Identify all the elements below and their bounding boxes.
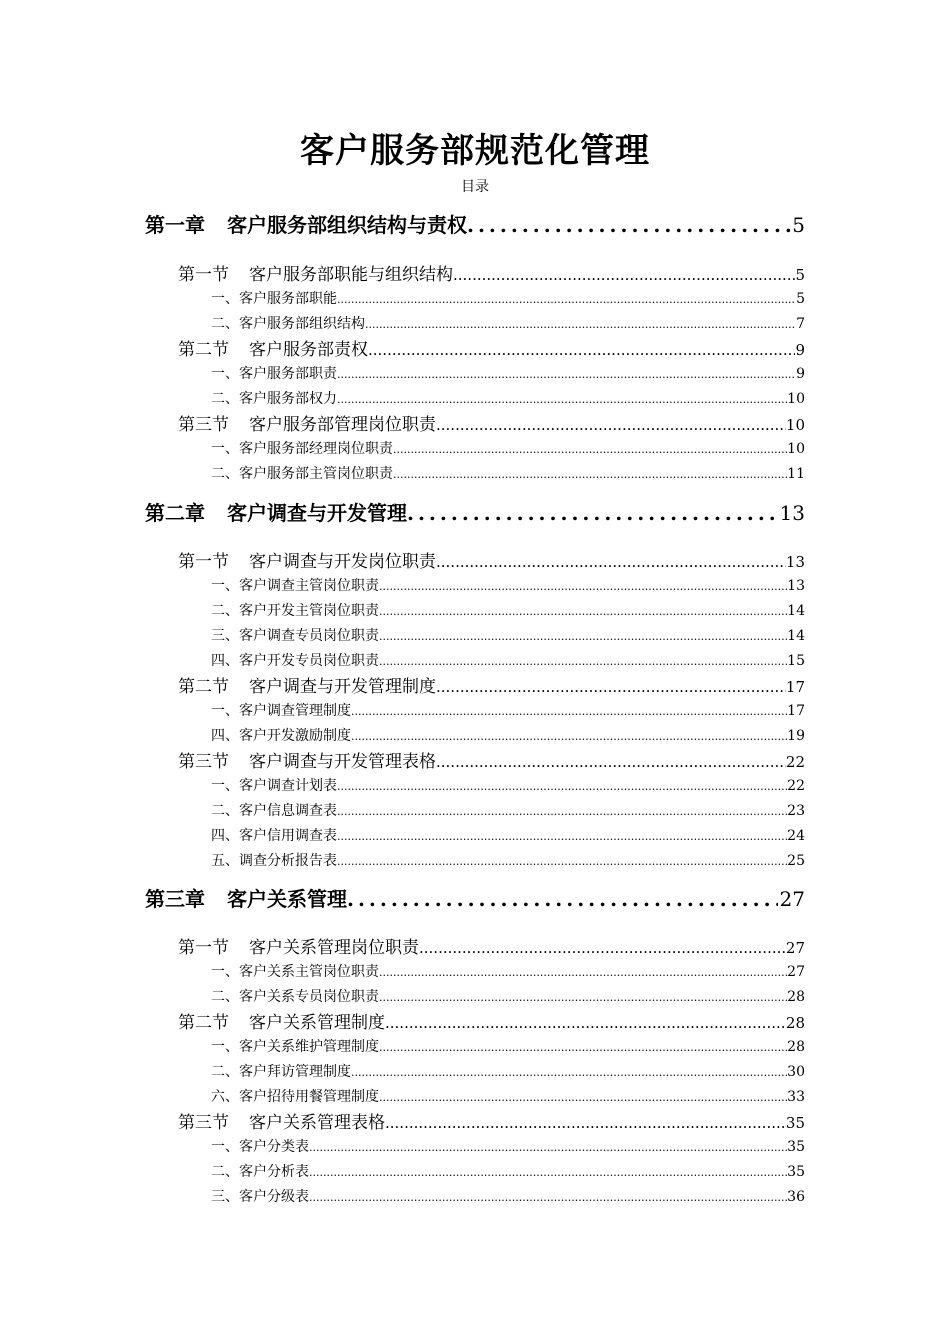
- toc-leader-dots: [467, 210, 790, 240]
- toc-page-number: 10: [787, 391, 805, 407]
- toc-leader-dots: [365, 314, 796, 336]
- toc-leader-dots: [436, 750, 786, 774]
- toc-leader-dots: [351, 1062, 787, 1084]
- toc-page-number: 9: [796, 366, 805, 382]
- toc-entry-label: [211, 850, 337, 872]
- toc-entry-label: [211, 388, 337, 410]
- toc-entry-label: [211, 1186, 309, 1208]
- toc-entry-number: 第三节: [178, 415, 229, 435]
- toc-item[interactable]: [211, 1136, 805, 1158]
- toc-item[interactable]: [211, 288, 805, 310]
- toc-chapter[interactable]: [145, 210, 805, 240]
- toc-leader-dots: [368, 338, 795, 362]
- toc-item[interactable]: [211, 775, 805, 797]
- toc-page-number: 9: [795, 341, 805, 359]
- toc-page-number: 17: [785, 678, 805, 696]
- toc-page-number: 35: [787, 1164, 805, 1180]
- toc-page-number: 19: [787, 728, 805, 744]
- toc-leader-dots: [379, 1087, 787, 1109]
- toc-entry-label: [211, 1061, 351, 1083]
- toc-page-number: 13: [779, 501, 805, 525]
- toc-leader-dots: [309, 1137, 787, 1159]
- toc-page-number: 13: [785, 553, 805, 571]
- toc-section[interactable]: [178, 1011, 805, 1035]
- toc-entry-number: 第三章: [145, 887, 205, 911]
- toc-entry-text: 客户调查与开发岗位职责: [249, 552, 436, 572]
- toc-entry-text: 四、客户信用调查表: [211, 828, 337, 844]
- toc-entry-text: 客户调查与开发管理表格: [249, 752, 436, 772]
- document-title: 客户服务部规范化管理: [300, 131, 650, 171]
- toc-entry-label: [211, 775, 337, 797]
- toc-leader-dots: [393, 439, 787, 461]
- toc-entry-label: [211, 313, 365, 335]
- toc-entry-text: 六、客户招待用餐管理制度: [211, 1089, 379, 1105]
- toc-entry-text: 二、客户服务部组织结构: [211, 316, 365, 332]
- toc-item[interactable]: [211, 438, 805, 460]
- toc-item[interactable]: [211, 1086, 805, 1108]
- toc-entry-text: 四、客户开发专员岗位职责: [211, 653, 379, 669]
- toc-leader-dots: [385, 1111, 786, 1135]
- toc-item[interactable]: [211, 1161, 805, 1183]
- toc-entry-text: 四、客户开发激励制度: [211, 728, 351, 744]
- toc-entry-number: 第二节: [178, 1013, 229, 1033]
- toc-entry-label: [211, 700, 351, 722]
- toc-item[interactable]: [211, 986, 805, 1008]
- toc-entry-text: 二、客户分析表: [211, 1164, 309, 1180]
- toc-item[interactable]: [211, 363, 805, 385]
- toc-entry-label: [211, 800, 337, 822]
- toc-item[interactable]: [211, 1061, 805, 1083]
- toc-entry-text: 二、客户开发主管岗位职责: [211, 603, 379, 619]
- toc-page-number: 17: [787, 703, 805, 719]
- toc-leader-dots: [351, 726, 787, 748]
- toc-leader-dots: [379, 576, 787, 598]
- toc-entry-label: [145, 884, 347, 914]
- toc-leader-dots: [436, 550, 786, 574]
- toc-page-number: 10: [785, 416, 805, 434]
- toc-entry-text: 客户关系管理表格: [249, 1113, 385, 1133]
- toc-item[interactable]: [211, 800, 805, 822]
- toc-entry-label: [211, 825, 337, 847]
- toc-entry-text: 二、客户服务部主管岗位职责: [211, 466, 393, 482]
- toc-page-number: 22: [787, 778, 805, 794]
- toc-entry-text: 一、客户服务部职能: [211, 291, 337, 307]
- toc-leader-dots: [309, 1162, 787, 1184]
- toc-section[interactable]: [178, 936, 805, 960]
- toc-page-number: 13: [787, 578, 805, 594]
- toc-item[interactable]: [211, 1036, 805, 1058]
- toc-leader-dots: [379, 987, 787, 1009]
- toc-entry-text: 客户关系管理制度: [249, 1013, 385, 1033]
- toc-entry-text: 三、客户分级表: [211, 1189, 309, 1205]
- toc-entry-label: [211, 288, 337, 310]
- toc-page-number: 24: [787, 828, 805, 844]
- toc-entry-label: [211, 463, 393, 485]
- toc-leader-dots: [351, 701, 787, 723]
- toc-section[interactable]: [178, 750, 805, 774]
- toc-page-number: 22: [785, 753, 805, 771]
- toc-leader-dots: [309, 1187, 787, 1209]
- toc-entry-label: [178, 263, 453, 287]
- toc-page-number: 25: [787, 853, 805, 869]
- toc-leader-dots: [407, 498, 778, 528]
- toc-section[interactable]: [178, 550, 805, 574]
- toc-entry-text: 一、客户服务部经理岗位职责: [211, 441, 393, 457]
- toc-section[interactable]: [178, 675, 805, 699]
- toc-entry-number: 第一节: [178, 265, 229, 285]
- toc-entry-label: [211, 438, 393, 460]
- toc-entry-text: 一、客户调查主管岗位职责: [211, 578, 379, 594]
- toc-leader-dots: [379, 626, 787, 648]
- toc-entry-label: [178, 1011, 385, 1035]
- toc-page-number: 28: [785, 1014, 805, 1032]
- toc-leader-dots: [337, 776, 787, 798]
- toc-item[interactable]: [211, 850, 805, 872]
- toc-item[interactable]: [211, 700, 805, 722]
- toc-entry-text: 客户调查与开发管理: [227, 501, 407, 525]
- toc-page-number: 14: [787, 603, 805, 619]
- toc-entry-label: [211, 961, 379, 983]
- toc-page-number: 7: [796, 316, 805, 332]
- toc-entry-text: 一、客户调查管理制度: [211, 703, 351, 719]
- toc-item[interactable]: [211, 388, 805, 410]
- toc-entry-label: [211, 1161, 309, 1183]
- toc-leader-dots: [379, 1037, 787, 1059]
- toc-item[interactable]: [211, 313, 805, 335]
- toc-entry-text: 一、客户服务部职责: [211, 366, 337, 382]
- toc-page-number: 28: [787, 989, 805, 1005]
- toc-leader-dots: [385, 1011, 786, 1035]
- toc-page-number: 11: [787, 466, 805, 482]
- toc-leader-dots: [337, 851, 787, 873]
- toc-section[interactable]: [178, 1111, 805, 1135]
- toc-chapter[interactable]: [145, 498, 805, 528]
- toc-leader-dots: [436, 413, 786, 437]
- toc-item[interactable]: [211, 463, 805, 485]
- toc-entry-label: [145, 498, 407, 528]
- toc-entry-text: 客户服务部管理岗位职责: [249, 415, 436, 435]
- toc-entry-label: [178, 550, 436, 574]
- toc-page-number: 33: [787, 1089, 805, 1105]
- toc-section[interactable]: [178, 413, 805, 437]
- toc-item[interactable]: [211, 600, 805, 622]
- toc-entry-number: 第一节: [178, 552, 229, 572]
- toc-item[interactable]: [211, 725, 805, 747]
- toc-entry-text: 五、调查分析报告表: [211, 853, 337, 869]
- toc-leader-dots: [393, 464, 787, 486]
- toc-entry-number: 第二章: [145, 501, 205, 525]
- toc-item[interactable]: [211, 961, 805, 983]
- toc-section[interactable]: [178, 263, 805, 287]
- toc-entry-text: 客户服务部责权: [249, 340, 368, 360]
- toc-page-number: 5: [795, 266, 805, 284]
- toc-leader-dots: [337, 826, 787, 848]
- toc-chapter[interactable]: [145, 884, 805, 914]
- toc-page-number: 30: [787, 1064, 805, 1080]
- toc-entry-number: 第一章: [145, 213, 205, 237]
- toc-item[interactable]: [211, 575, 805, 597]
- toc-section[interactable]: [178, 338, 805, 362]
- toc-page-number: 14: [787, 628, 805, 644]
- toc-item[interactable]: [211, 1186, 805, 1208]
- toc-entry-text: 客户服务部组织结构与责权: [227, 213, 467, 237]
- toc-entry-number: 第三节: [178, 752, 229, 772]
- toc-entry-label: [178, 750, 436, 774]
- toc-leader-dots: [379, 962, 787, 984]
- toc-entry-text: 一、客户关系主管岗位职责: [211, 964, 379, 980]
- toc-entry-label: [178, 936, 419, 960]
- toc-entry-text: 二、客户信息调查表: [211, 803, 337, 819]
- toc-entry-label: [178, 413, 436, 437]
- toc-item[interactable]: [211, 650, 805, 672]
- toc-entry-label: [211, 650, 379, 672]
- toc-entry-number: 第二节: [178, 340, 229, 360]
- toc-entry-text: 二、客户拜访管理制度: [211, 1064, 351, 1080]
- toc-page-number: 35: [785, 1114, 805, 1132]
- toc-entry-text: 客户服务部职能与组织结构: [249, 265, 453, 285]
- toc-page-number: 35: [787, 1139, 805, 1155]
- toc-item[interactable]: [211, 825, 805, 847]
- toc-leader-dots: [379, 651, 787, 673]
- toc-page-number: 27: [787, 964, 805, 980]
- toc-page-number: 5: [796, 291, 805, 307]
- toc-leader-dots: [453, 263, 795, 287]
- toc-leader-dots: [337, 801, 787, 823]
- toc-page-number: 5: [792, 213, 805, 237]
- toc-page-number: 15: [787, 653, 805, 669]
- toc-entry-label: [178, 338, 368, 362]
- toc-leader-dots: [347, 884, 778, 914]
- toc-heading: 目录: [461, 179, 489, 195]
- toc-entry-label: [145, 210, 467, 240]
- toc-entry-label: [211, 1036, 379, 1058]
- toc-entry-text: 二、客户关系专员岗位职责: [211, 989, 379, 1005]
- toc-entry-label: [211, 625, 379, 647]
- toc-entry-label: [178, 1111, 385, 1135]
- toc-entry-text: 二、客户服务部权力: [211, 391, 337, 407]
- toc-leader-dots: [337, 389, 787, 411]
- toc-entry-label: [211, 986, 379, 1008]
- toc-entry-number: 第一节: [178, 938, 229, 958]
- toc-entry-text: 客户关系管理: [227, 887, 347, 911]
- toc-leader-dots: [337, 364, 796, 386]
- toc-entry-text: 客户调查与开发管理制度: [249, 677, 436, 697]
- toc-page-number: 28: [787, 1039, 805, 1055]
- toc-page-number: 10: [787, 441, 805, 457]
- toc-leader-dots: [436, 675, 786, 699]
- toc-entry-number: 第二节: [178, 677, 229, 697]
- toc-item[interactable]: [211, 625, 805, 647]
- toc-entry-text: 三、客户调查专员岗位职责: [211, 628, 379, 644]
- toc-entry-label: [178, 675, 436, 699]
- toc-entry-text: 客户关系管理岗位职责: [249, 938, 419, 958]
- toc-entry-label: [211, 1086, 379, 1108]
- toc-entry-label: [211, 575, 379, 597]
- toc-entry-number: 第三节: [178, 1113, 229, 1133]
- toc-page-number: 23: [787, 803, 805, 819]
- toc-page-number: 27: [779, 887, 805, 911]
- toc-entry-text: 一、客户关系维护管理制度: [211, 1039, 379, 1055]
- toc-entry-text: 一、客户调查计划表: [211, 778, 337, 794]
- toc-entry-text: 一、客户分类表: [211, 1139, 309, 1155]
- toc-leader-dots: [419, 936, 786, 960]
- toc-entry-label: [211, 363, 337, 385]
- toc-leader-dots: [379, 601, 787, 623]
- toc-entry-label: [211, 600, 379, 622]
- toc-page-number: 27: [785, 939, 805, 957]
- toc-entry-label: [211, 1136, 309, 1158]
- toc-entry-label: [211, 725, 351, 747]
- toc-page-number: 36: [787, 1189, 805, 1205]
- toc-leader-dots: [337, 289, 796, 311]
